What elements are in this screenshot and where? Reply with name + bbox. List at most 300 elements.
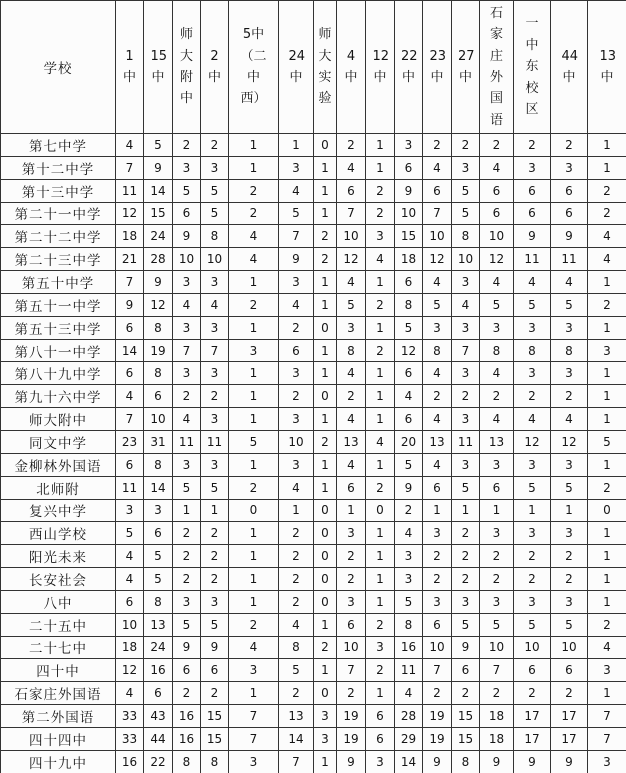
school-name-cell: 四十九中 [1,750,116,773]
table-row [1,385,626,408]
column-header-label: 23中 [429,48,447,85]
value-cell: 10 [395,202,423,225]
value-cell: 9 [173,225,201,248]
value-cell: 10 [337,636,366,659]
value-cell: 4 [229,225,279,248]
value-cell: 3 [116,499,144,522]
value-cell: 1 [588,453,626,476]
value-cell: 17 [514,727,551,750]
value-cell: 0 [366,499,395,522]
value-cell: 6 [395,271,423,294]
school-name-cell: 第二十三中学 [1,248,116,271]
value-cell: 7 [116,271,144,294]
value-cell: 3 [201,590,229,613]
value-cell: 3 [514,316,551,339]
value-cell: 12 [144,293,173,316]
value-cell: 4 [551,271,588,294]
value-cell: 8 [144,590,173,613]
value-cell: 4 [173,293,201,316]
school-name-cell: 第二十二中学 [1,225,116,248]
value-cell: 2 [201,568,229,591]
value-cell: 5 [395,590,423,613]
value-cell: 15 [395,225,423,248]
value-cell: 1 [337,499,366,522]
value-cell: 3 [201,362,229,385]
column-header-label: 石家庄外国语 [489,5,503,128]
value-cell: 9 [144,156,173,179]
value-cell: 11 [116,476,144,499]
value-cell: 8 [480,339,514,362]
value-cell: 2 [480,134,514,157]
value-cell: 3 [514,590,551,613]
value-cell: 2 [588,293,626,316]
value-cell: 5 [514,293,551,316]
table-row [1,705,626,728]
value-cell: 5 [514,476,551,499]
value-cell: 10 [201,248,229,271]
value-cell: 15 [144,202,173,225]
value-cell: 9 [423,750,452,773]
value-cell: 0 [314,568,337,591]
value-cell: 6 [144,682,173,705]
value-cell: 7 [588,705,626,728]
value-cell: 7 [201,339,229,362]
value-cell: 2 [173,568,201,591]
school-name-cell: 二十五中 [1,613,116,636]
value-cell: 2 [201,522,229,545]
value-cell: 3 [551,316,588,339]
value-cell: 4 [279,293,314,316]
value-cell: 9 [395,476,423,499]
table-row [1,750,626,773]
value-cell: 1 [314,362,337,385]
value-cell: 1 [229,522,279,545]
value-cell: 4 [395,682,423,705]
value-cell: 6 [395,362,423,385]
value-cell: 1 [314,293,337,316]
value-cell: 0 [314,590,337,613]
value-cell: 4 [173,408,201,431]
value-cell: 9 [144,271,173,294]
value-cell: 1 [366,362,395,385]
value-cell: 1 [314,408,337,431]
value-cell: 19 [337,727,366,750]
value-cell: 8 [395,293,423,316]
value-cell: 2 [452,134,480,157]
value-cell: 2 [337,385,366,408]
value-cell: 10 [551,636,588,659]
value-cell: 3 [337,522,366,545]
table-row [1,430,626,453]
value-cell: 0 [314,682,337,705]
value-cell: 18 [480,705,514,728]
school-name-cell: 八中 [1,590,116,613]
value-cell: 4 [116,545,144,568]
value-cell: 5 [480,293,514,316]
value-cell: 9 [551,750,588,773]
column-header [452,1,480,134]
value-cell: 1 [366,568,395,591]
school-name-cell: 阳光未来 [1,545,116,568]
value-cell: 6 [116,590,144,613]
value-cell: 12 [116,659,144,682]
value-cell: 3 [173,362,201,385]
column-header [588,1,626,134]
value-cell: 6 [201,659,229,682]
column-header-label: 4中 [344,48,358,85]
value-cell: 2 [173,385,201,408]
column-header [116,1,144,134]
value-cell: 9 [514,750,551,773]
value-cell: 2 [366,339,395,362]
value-cell: 3 [366,225,395,248]
value-cell: 1 [229,156,279,179]
value-cell: 3 [452,156,480,179]
table-row [1,248,626,271]
value-cell: 1 [366,316,395,339]
value-cell: 6 [395,408,423,431]
value-cell: 2 [588,476,626,499]
value-cell: 1 [588,682,626,705]
value-cell: 1 [314,750,337,773]
value-cell: 2 [588,179,626,202]
value-cell: 6 [514,659,551,682]
school-name-cell: 同文中学 [1,430,116,453]
value-cell: 1 [314,179,337,202]
value-cell: 7 [229,727,279,750]
value-cell: 4 [480,362,514,385]
value-cell: 9 [452,636,480,659]
table-row [1,179,626,202]
value-cell: 6 [116,362,144,385]
value-cell: 7 [173,339,201,362]
value-cell: 1 [452,499,480,522]
value-cell: 2 [314,636,337,659]
school-name-cell: 第十二中学 [1,156,116,179]
value-cell: 2 [366,293,395,316]
value-cell: 12 [395,339,423,362]
value-cell: 5 [201,476,229,499]
value-cell: 5 [480,613,514,636]
value-cell: 2 [366,613,395,636]
value-cell: 5 [337,293,366,316]
value-cell: 1 [173,499,201,522]
school-name-cell: 第五十一中学 [1,293,116,316]
column-header [173,1,201,134]
value-cell: 1 [366,522,395,545]
value-cell: 9 [279,248,314,271]
value-cell: 1 [366,545,395,568]
value-cell: 3 [279,453,314,476]
value-cell: 5 [201,613,229,636]
value-cell: 6 [337,476,366,499]
value-cell: 4 [366,248,395,271]
value-cell: 1 [314,613,337,636]
value-cell: 4 [201,293,229,316]
value-cell: 8 [395,613,423,636]
value-cell: 3 [514,522,551,545]
value-cell: 16 [116,750,144,773]
value-cell: 44 [144,727,173,750]
value-cell: 2 [395,499,423,522]
value-cell: 3 [173,316,201,339]
value-cell: 7 [116,156,144,179]
value-cell: 14 [395,750,423,773]
value-cell: 1 [229,134,279,157]
value-cell: 21 [116,248,144,271]
value-cell: 6 [551,202,588,225]
school-name-cell: 师大附中 [1,408,116,431]
table-row [1,682,626,705]
value-cell: 1 [229,408,279,431]
value-cell: 2 [279,590,314,613]
value-cell: 1 [229,316,279,339]
column-header [144,1,173,134]
value-cell: 19 [144,339,173,362]
value-cell: 2 [314,225,337,248]
value-cell: 0 [314,385,337,408]
value-cell: 4 [423,408,452,431]
value-cell: 4 [452,293,480,316]
school-name-cell: 第十三中学 [1,179,116,202]
column-header-label: 27中 [458,48,475,85]
value-cell: 3 [279,271,314,294]
value-cell: 6 [452,659,480,682]
value-cell: 4 [337,271,366,294]
value-cell: 12 [551,430,588,453]
table-row [1,293,626,316]
value-cell: 3 [314,727,337,750]
value-cell: 23 [116,430,144,453]
value-cell: 4 [423,156,452,179]
value-cell: 6 [366,705,395,728]
value-cell: 1 [229,271,279,294]
value-cell: 2 [514,385,551,408]
value-cell: 3 [452,408,480,431]
value-cell: 15 [201,705,229,728]
table-row [1,362,626,385]
value-cell: 4 [514,408,551,431]
value-cell: 14 [144,179,173,202]
value-cell: 2 [588,613,626,636]
value-cell: 9 [173,636,201,659]
table-row [1,636,626,659]
value-cell: 5 [144,568,173,591]
value-cell: 3 [173,453,201,476]
value-cell: 1 [366,271,395,294]
value-cell: 14 [144,476,173,499]
value-cell: 2 [588,202,626,225]
value-cell: 15 [201,727,229,750]
value-cell: 13 [423,430,452,453]
value-cell: 9 [480,750,514,773]
value-cell: 4 [337,156,366,179]
table-row [1,156,626,179]
value-cell: 3 [229,659,279,682]
value-cell: 1 [229,545,279,568]
value-cell: 5 [279,202,314,225]
value-cell: 16 [144,659,173,682]
school-name-cell: 北师附 [1,476,116,499]
value-cell: 6 [551,179,588,202]
value-cell: 1 [279,499,314,522]
value-cell: 17 [551,727,588,750]
value-cell: 2 [551,682,588,705]
value-cell: 10 [116,613,144,636]
value-cell: 7 [279,750,314,773]
value-cell: 5 [452,202,480,225]
value-cell: 10 [423,225,452,248]
value-cell: 12 [423,248,452,271]
value-cell: 1 [588,545,626,568]
value-cell: 6 [173,659,201,682]
value-cell: 4 [588,636,626,659]
value-cell: 1 [588,316,626,339]
value-cell: 3 [452,362,480,385]
value-cell: 6 [480,179,514,202]
school-name-cell: 四十四中 [1,727,116,750]
value-cell: 2 [514,134,551,157]
table-row [1,316,626,339]
value-cell: 22 [144,750,173,773]
value-cell: 2 [229,293,279,316]
value-cell: 1 [588,385,626,408]
value-cell: 5 [551,293,588,316]
value-cell: 3 [395,545,423,568]
value-cell: 6 [144,385,173,408]
value-cell: 11 [116,179,144,202]
value-cell: 4 [423,271,452,294]
value-cell: 1 [229,453,279,476]
school-name-cell: 第五十三中学 [1,316,116,339]
value-cell: 16 [173,727,201,750]
school-name-cell: 复兴中学 [1,499,116,522]
value-cell: 2 [452,568,480,591]
value-cell: 2 [337,682,366,705]
value-cell: 11 [201,430,229,453]
value-cell: 0 [229,499,279,522]
value-cell: 24 [144,636,173,659]
table-row [1,613,626,636]
value-cell: 12 [116,202,144,225]
value-cell: 4 [279,476,314,499]
value-cell: 12 [514,430,551,453]
school-name-cell: 二十七中 [1,636,116,659]
value-cell: 3 [201,271,229,294]
value-cell: 20 [395,430,423,453]
value-cell: 6 [116,316,144,339]
value-cell: 6 [423,179,452,202]
school-name-cell: 第二外国语 [1,705,116,728]
value-cell: 2 [279,522,314,545]
value-cell: 2 [173,682,201,705]
value-cell: 1 [551,499,588,522]
value-cell: 3 [395,568,423,591]
column-header-label: 师大实验 [318,27,332,107]
value-cell: 15 [452,705,480,728]
value-cell: 5 [116,522,144,545]
value-cell: 1 [314,156,337,179]
value-cell: 1 [314,202,337,225]
value-cell: 10 [480,225,514,248]
value-cell: 9 [395,179,423,202]
value-cell: 5 [201,179,229,202]
value-cell: 5 [551,613,588,636]
value-cell: 0 [314,134,337,157]
table-row [1,271,626,294]
value-cell: 3 [480,316,514,339]
value-cell: 3 [173,590,201,613]
value-cell: 4 [337,408,366,431]
value-cell: 3 [514,362,551,385]
table-row [1,408,626,431]
value-cell: 3 [423,316,452,339]
value-cell: 11 [173,430,201,453]
table-row [1,453,626,476]
value-cell: 16 [173,705,201,728]
value-cell: 2 [229,476,279,499]
value-cell: 8 [337,339,366,362]
value-cell: 6 [116,453,144,476]
value-cell: 4 [480,156,514,179]
value-cell: 6 [337,613,366,636]
value-cell: 3 [480,590,514,613]
column-header-label: 13中 [599,48,617,85]
value-cell: 2 [201,385,229,408]
value-cell: 1 [314,659,337,682]
value-cell: 3 [480,522,514,545]
value-cell: 18 [116,225,144,248]
value-cell: 10 [514,636,551,659]
value-cell: 3 [173,271,201,294]
value-cell: 17 [514,705,551,728]
value-cell: 4 [279,179,314,202]
value-cell: 4 [116,682,144,705]
value-cell: 1 [314,453,337,476]
value-cell: 12 [337,248,366,271]
value-cell: 2 [423,545,452,568]
value-cell: 3 [173,156,201,179]
value-cell: 1 [229,682,279,705]
value-cell: 3 [201,156,229,179]
value-cell: 2 [551,568,588,591]
value-cell: 19 [337,705,366,728]
value-cell: 1 [279,134,314,157]
value-cell: 2 [201,682,229,705]
value-cell: 15 [452,727,480,750]
table-row [1,522,626,545]
value-cell: 1 [201,499,229,522]
value-cell: 3 [366,750,395,773]
value-cell: 3 [588,750,626,773]
school-name-cell: 第八十一中学 [1,339,116,362]
value-cell: 4 [116,385,144,408]
value-cell: 2 [480,545,514,568]
table-row [1,499,626,522]
table-row [1,202,626,225]
table-row [1,659,626,682]
value-cell: 6 [395,156,423,179]
value-cell: 1 [314,339,337,362]
value-cell: 6 [514,179,551,202]
value-cell: 2 [279,545,314,568]
value-cell: 6 [480,202,514,225]
value-cell: 7 [452,339,480,362]
value-cell: 1 [366,385,395,408]
value-cell: 11 [514,248,551,271]
column-header-label: 12中 [372,48,390,85]
value-cell: 17 [551,705,588,728]
